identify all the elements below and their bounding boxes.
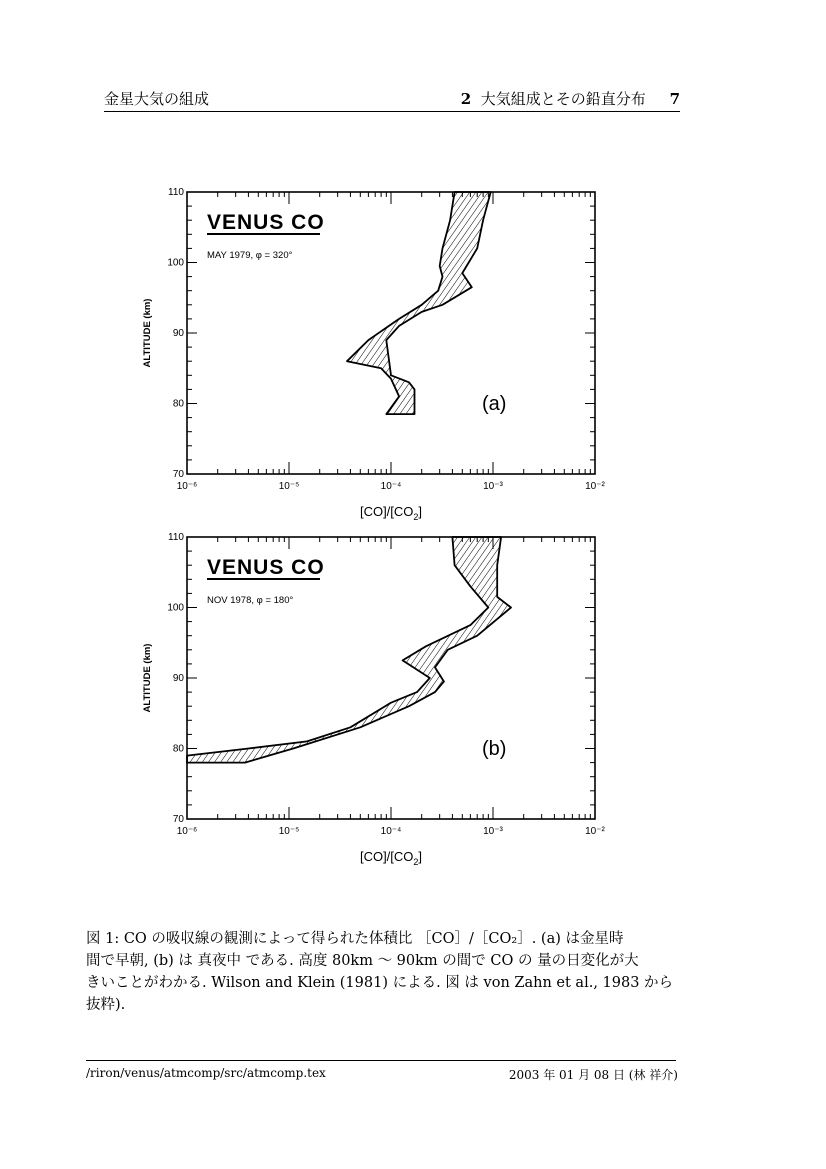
panel-label: (a) — [482, 393, 507, 415]
caption-line-2: 間で早朝, (b) は 真夜中 である. 高度 80km ～ 90km の間で CO の 量の日変化が大 — [86, 953, 639, 969]
y-tick-label: 110 — [168, 532, 184, 543]
chart-title: VENUS CO — [207, 211, 325, 234]
x-label-part: ] — [418, 504, 423, 519]
x-tick-label: 10⁻⁵ — [278, 481, 300, 492]
x-tick-label: 10⁻⁵ — [278, 826, 300, 837]
caption-line-3: きいことがわかる. Wilson and Klein (1981) による. 図 は von Zahn et al., 1983 から — [86, 975, 674, 991]
x-tick-label: 10⁻⁶ — [176, 481, 198, 492]
panel-label: (b) — [482, 738, 507, 760]
y-tick-label: 110 — [168, 187, 184, 198]
x-tick-label: 10⁻² — [585, 826, 605, 837]
chart-subtitle: MAY 1979, φ = 320° — [207, 250, 293, 261]
x-tick-label: 10⁻⁴ — [380, 481, 402, 492]
y-axis-label: ALTITUDE (km) — [142, 643, 153, 713]
header-rule — [104, 111, 680, 112]
y-tick-label: 80 — [172, 743, 184, 755]
section-number: 2 — [460, 90, 472, 108]
page-header-right — [461, 88, 680, 109]
x-tick-label: 10⁻⁴ — [380, 826, 402, 837]
caption-line-4: 抜粋). — [86, 997, 126, 1013]
x-tick-label: 10⁻³ — [483, 481, 503, 492]
x-label-part: [CO]/[CO — [359, 504, 414, 519]
chart-title: VENUS CO — [207, 556, 325, 579]
x-label-subscript: 2 — [413, 512, 419, 522]
y-tick-label: 70 — [172, 469, 184, 480]
y-tick-label: 100 — [167, 257, 184, 269]
y-tick-label: 100 — [167, 602, 184, 614]
x-axis-label — [360, 504, 422, 522]
y-tick-label: 90 — [172, 328, 184, 339]
y-axis-label: ALTITUDE (km) — [142, 298, 153, 368]
co-ratio-band — [347, 192, 491, 414]
x-axis-label — [360, 849, 422, 867]
footer-path: /riron/venus/atmcomp/src/atmcomp.tex — [86, 1066, 326, 1080]
x-label-subscript: 2 — [413, 857, 419, 867]
chart-panel-b — [130, 525, 610, 880]
section-title: 大気組成とその鉛直分布 — [480, 90, 646, 108]
page-header-left: 金星大気の組成 — [104, 90, 210, 108]
figure-caption — [86, 928, 686, 1016]
y-tick-label: 90 — [172, 673, 184, 684]
x-tick-label: 10⁻² — [585, 481, 605, 492]
x-label-part: ] — [418, 849, 423, 864]
x-tick-label: 10⁻⁶ — [176, 826, 198, 837]
x-tick-label: 10⁻³ — [483, 826, 503, 837]
x-label-part: [CO]/[CO — [359, 849, 414, 864]
page-number: 7 — [669, 90, 680, 108]
y-tick-label: 70 — [172, 814, 184, 825]
footer-date: 2003 年 01 月 08 日 (林 祥介) — [508, 1068, 678, 1082]
chart-panel-a — [130, 180, 610, 525]
y-tick-label: 80 — [172, 398, 184, 410]
caption-line-1: 図 1: CO の吸収線の観測によって得られた体積比 ［CO］/［CO₂］. (a) は金星時 — [86, 931, 624, 947]
footer-rule — [86, 1060, 676, 1061]
chart-subtitle: NOV 1978, φ = 180° — [207, 595, 294, 606]
